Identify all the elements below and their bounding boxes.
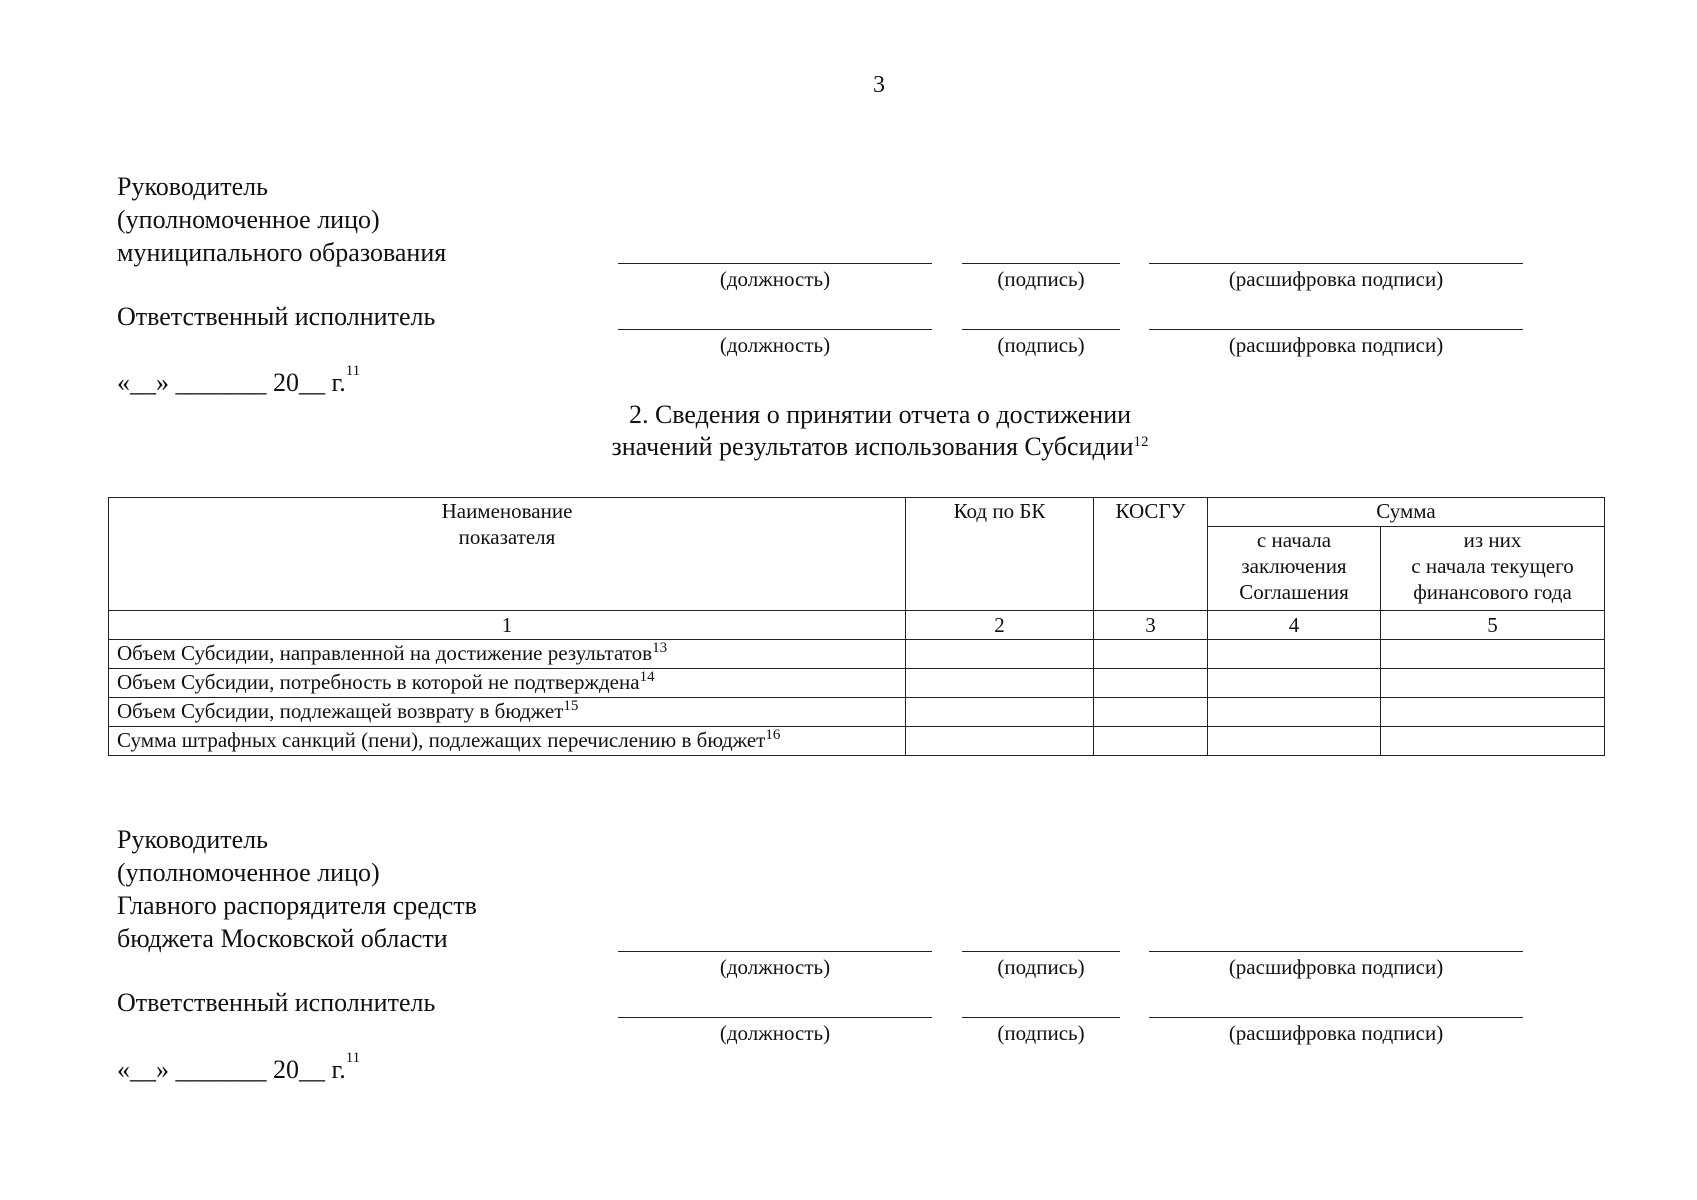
decoding-caption: (расшифровка подписи) xyxy=(1228,267,1444,291)
date-text: «__» _______ 20__ г. xyxy=(117,368,346,397)
header-sum: Сумма xyxy=(1208,498,1605,527)
table-row xyxy=(109,640,1605,669)
executor-label: Ответственный исполнитель xyxy=(117,988,436,1017)
header-indicator-name: Наименование показателя xyxy=(109,498,906,611)
row-label: Объем Субсидии, потребность в которой не подтверждена$^{14}$ xyxy=(109,669,906,698)
column-number: 3 xyxy=(1094,611,1208,640)
head-line: Главного распорядителя средств xyxy=(117,891,477,920)
head-line: (уполномоченное лицо) xyxy=(117,205,380,234)
head-line: муниципального образования xyxy=(117,238,447,267)
acceptance-table xyxy=(108,497,1605,756)
position-caption: (должность) xyxy=(719,1021,831,1045)
footnote-ref: 14 xyxy=(639,669,655,685)
cell-sum-current-year[interactable] xyxy=(1381,669,1605,698)
cell-bk-code[interactable] xyxy=(906,640,1094,669)
decoding-line[interactable] xyxy=(1149,1017,1523,1018)
footnote-ref: 11 xyxy=(345,363,361,379)
signature-caption: (подпись) xyxy=(997,1021,1085,1045)
column-number-row xyxy=(109,611,1605,640)
header-sum-current-year: из них с начала текущего финансового года xyxy=(1381,527,1605,611)
position-line[interactable] xyxy=(618,951,932,952)
cell-kosgu[interactable] xyxy=(1094,669,1208,698)
signature-line[interactable] xyxy=(962,329,1120,330)
cell-sum-from-agreement[interactable] xyxy=(1208,698,1381,727)
signature-caption: (подпись) xyxy=(997,955,1085,979)
position-line[interactable] xyxy=(618,1017,932,1018)
footnote-ref: 11 xyxy=(345,1050,361,1066)
decoding-line[interactable] xyxy=(1149,329,1523,330)
signature-caption: (подпись) xyxy=(997,333,1085,357)
header-bk-code: Код по БК xyxy=(906,498,1094,611)
column-number: 1 xyxy=(109,611,906,640)
section-title-line: значений результатов использования Субсидии$^{12}$ xyxy=(611,432,1149,461)
position-line[interactable] xyxy=(618,329,932,330)
decoding-line[interactable] xyxy=(1149,951,1523,952)
position-caption: (должность) xyxy=(719,955,831,979)
footnote-ref: 16 xyxy=(765,727,781,743)
date-field[interactable] xyxy=(117,363,361,398)
cell-sum-from-agreement[interactable] xyxy=(1208,669,1381,698)
date-text: «__» _______ 20__ г. xyxy=(117,1055,346,1084)
header-kosgu: КОСГУ xyxy=(1094,498,1208,611)
footnote-ref: 13 xyxy=(652,640,668,656)
signature-caption: (подпись) xyxy=(997,267,1085,291)
position-line[interactable] xyxy=(618,263,932,264)
cell-kosgu[interactable] xyxy=(1094,640,1208,669)
cell-bk-code[interactable] xyxy=(906,669,1094,698)
cell-sum-current-year[interactable] xyxy=(1381,640,1605,669)
column-number: 2 xyxy=(906,611,1094,640)
row-label: Объем Субсидии, направленной на достижение результатов$^{13}$ xyxy=(109,640,906,669)
section-title-line: 2. Сведения о принятии отчета о достижении xyxy=(628,400,1132,429)
signature-line[interactable] xyxy=(962,1017,1120,1018)
decoding-caption: (расшифровка подписи) xyxy=(1228,333,1444,357)
footnote-ref: 15 xyxy=(563,698,579,714)
decoding-line[interactable] xyxy=(1149,263,1523,264)
head-line: Руководитель xyxy=(117,172,268,201)
executor-label: Ответственный исполнитель xyxy=(117,302,436,331)
position-caption: (должность) xyxy=(719,333,831,357)
head-title-block-1 xyxy=(117,170,446,269)
decoding-caption: (расшифровка подписи) xyxy=(1228,1021,1444,1045)
table-row xyxy=(109,669,1605,698)
cell-sum-current-year[interactable] xyxy=(1381,698,1605,727)
table-row xyxy=(109,698,1605,727)
head-line: бюджета Московской области xyxy=(117,924,448,953)
column-number: 5 xyxy=(1381,611,1605,640)
cell-sum-from-agreement[interactable] xyxy=(1208,640,1381,669)
cell-sum-from-agreement[interactable] xyxy=(1208,727,1381,756)
cell-kosgu[interactable] xyxy=(1094,698,1208,727)
section-title xyxy=(560,399,1200,463)
cell-bk-code[interactable] xyxy=(906,727,1094,756)
position-caption: (должность) xyxy=(719,267,831,291)
signature-line[interactable] xyxy=(962,263,1120,264)
date-field[interactable] xyxy=(117,1050,361,1085)
column-number: 4 xyxy=(1208,611,1381,640)
footnote-ref: 12 xyxy=(1133,434,1149,450)
row-label: Объем Субсидии, подлежащей возврату в бюджет$^{15}$ xyxy=(109,698,906,727)
page-number: 3 xyxy=(873,72,885,98)
signature-line[interactable] xyxy=(962,951,1120,952)
table-row xyxy=(109,727,1605,756)
head-line: Руководитель xyxy=(117,825,268,854)
row-label: Сумма штрафных санкций (пени), подлежащих перечислению в бюджет$^{16}$ xyxy=(109,727,906,756)
cell-sum-current-year[interactable] xyxy=(1381,727,1605,756)
cell-bk-code[interactable] xyxy=(906,698,1094,727)
head-title-block-2 xyxy=(117,823,477,955)
decoding-caption: (расшифровка подписи) xyxy=(1228,955,1444,979)
head-line: (уполномоченное лицо) xyxy=(117,858,380,887)
cell-kosgu[interactable] xyxy=(1094,727,1208,756)
header-sum-from-agreement: с начала заключения Соглашения xyxy=(1208,527,1381,611)
